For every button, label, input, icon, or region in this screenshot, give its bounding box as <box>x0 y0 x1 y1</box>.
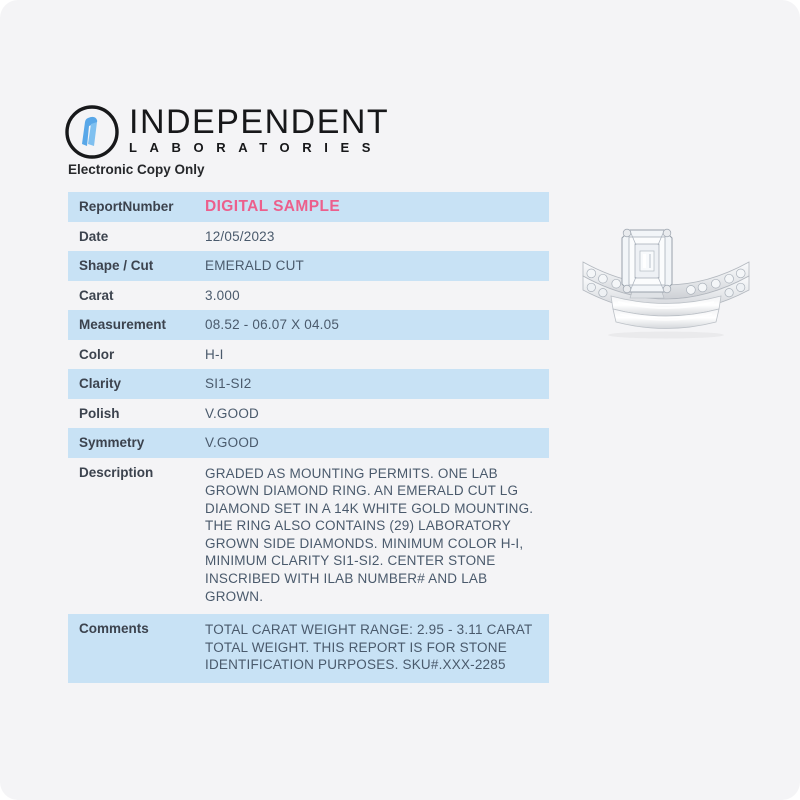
row-report-number <box>68 192 549 222</box>
electronic-copy-notice: Electronic Copy Only <box>68 162 205 177</box>
row-label: Symmetry <box>79 435 145 451</box>
row-label: Comments <box>79 621 149 637</box>
row-value: V.GOOD <box>205 435 259 451</box>
row-value: TOTAL CARAT WEIGHT RANGE: 2.95 - 3.11 CARAT TOTAL WEIGHT. THIS REPORT IS FOR STONE IDENTIFICATION PURPOSES. SKU#.XXX-2285 <box>205 622 533 673</box>
row-description <box>68 458 549 615</box>
row-symmetry <box>68 428 549 458</box>
row-value: EMERALD CUT <box>205 258 304 274</box>
certificate-table <box>68 192 549 683</box>
row-value: 08.52 - 06.07 X 04.05 <box>205 317 340 333</box>
row-label: Carat <box>79 287 114 303</box>
brand-text <box>129 104 389 155</box>
brand-header <box>64 104 389 160</box>
row-value: DIGITAL SAMPLE <box>205 197 341 215</box>
row-shape-cut <box>68 251 549 281</box>
brand-title: INDEPENDENT <box>129 103 390 141</box>
row-measurement <box>68 310 549 340</box>
row-polish <box>68 399 549 429</box>
row-label: Date <box>79 228 109 244</box>
row-label: Polish <box>79 405 120 421</box>
row-label: Shape / Cut <box>79 258 154 274</box>
row-comments <box>68 614 549 683</box>
row-label: Description <box>79 464 154 480</box>
row-value: SI1-SI2 <box>205 376 252 392</box>
row-value: 12/05/2023 <box>205 228 275 244</box>
row-carat <box>68 281 549 311</box>
row-label: Measurement <box>79 317 167 333</box>
row-date <box>68 222 549 252</box>
ring-photo <box>578 214 754 340</box>
independent-labs-circle-icon <box>64 104 120 160</box>
brand-subtitle: LABORATORIES <box>129 140 384 155</box>
row-label: ReportNumber <box>79 199 174 215</box>
row-value: 3.000 <box>205 287 240 303</box>
row-label: Color <box>79 346 115 362</box>
row-label: Clarity <box>79 376 122 392</box>
row-clarity <box>68 369 549 399</box>
row-value: V.GOOD <box>205 405 259 421</box>
row-value: H-I <box>205 346 224 362</box>
row-color <box>68 340 549 370</box>
row-value: GRADED AS MOUNTING PERMITS. ONE LAB GROWN DIAMOND RING. AN EMERALD CUT LG DIAMOND SET IN A 14K WHITE GOLD MOUNTING. THE RING ALSO CONTAINS (29) LABORATORY GROWN SIDE DIAMONDS. MINIMUM COLOR H-I, MINIMUM CLARITY SI1-SI2. CENTER STONE INSCRIBED WITH ILAB NUMBER# AND LAB GROWN. <box>205 465 534 604</box>
